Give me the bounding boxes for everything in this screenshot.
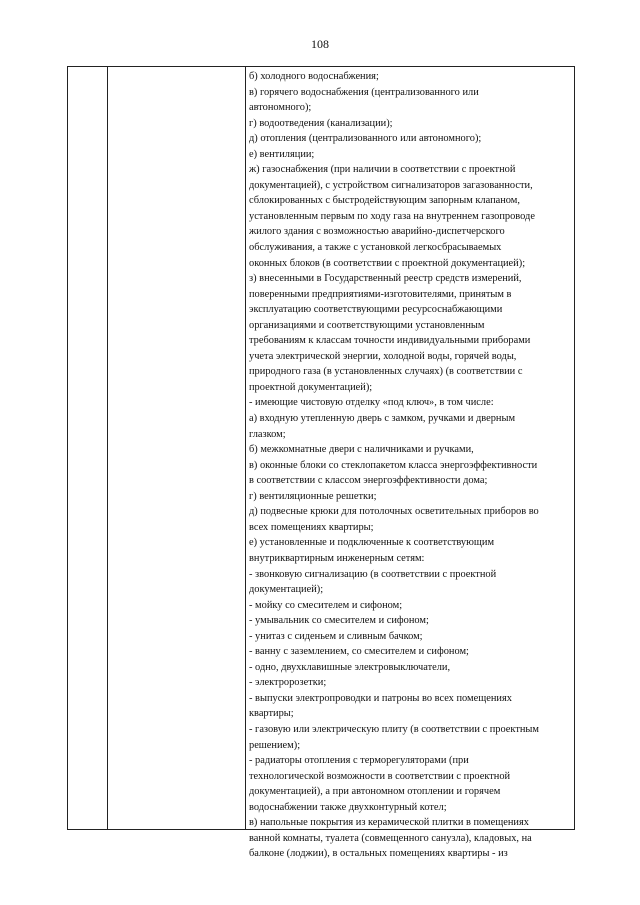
page-number: 108 (311, 37, 329, 51)
text-line: - умывальник со смесителем и сифоном; (249, 615, 429, 627)
text-line: решением); (249, 739, 301, 751)
text-line: глазком; (249, 428, 286, 440)
text-line: балконе (лоджии), в остальных помещениях квартиры - из (249, 848, 508, 860)
text-line: обслуживания, а также с установкой легкосбрасываемых (249, 242, 502, 254)
text-line: оконных блоков (в соответствии с проектной документацией); (249, 257, 526, 269)
column-divider-1 (107, 67, 108, 829)
text-line: а) входную утепленную дверь с замком, ручками и дверным (249, 413, 516, 425)
text-line: в) оконные блоки со стеклопакетом класса энергоэффективности (249, 459, 538, 471)
text-line: внутриквартирным инженерным сетям: (249, 552, 425, 564)
text-line: - унитаз с сиденьем и сливным бачком; (249, 630, 423, 642)
text-line: в) напольные покрытия из керамической плитки в помещениях (249, 817, 529, 829)
text-line: б) холодного водоснабжения; (249, 71, 379, 82)
text-line: технологической возможности в соответствии с проектной (249, 770, 511, 782)
text-line: - имеющие чистовую отделку «под ключ», в том числе: (249, 397, 494, 409)
text-line: ж) газоснабжения (при наличии в соответствии с проектной (249, 164, 516, 176)
text-line: требованиям к классам точности индивидуальными приборами (249, 335, 531, 347)
text-line: документацией), а при автономном отоплении и горячем (249, 786, 501, 798)
document-table (67, 66, 575, 860)
table-cell-text (249, 69, 573, 862)
text-line: в соответствии с классом энергоэффективности дома; (249, 475, 488, 487)
text-line: - одно, двухклавишные электровыключатели, (249, 661, 451, 673)
text-line: - мойку со смесителем и сифоном; (249, 599, 403, 611)
text-line: г) водоотведения (канализации); (249, 117, 393, 129)
text-line: эксплуатацию соответствующими ресурсоснабжающими (249, 304, 503, 316)
text-line: сблокированных с быстродействующим запорным клапаном, (249, 195, 520, 207)
text-line: водоснабжении также двухконтурный котел; (249, 801, 447, 813)
text-line: е) установленные и подключенные к соответствующим (249, 537, 495, 549)
text-line: - газовую или электрическую плиту (в соответствии с проектным (249, 723, 539, 735)
text-line: д) подвесные крюки для потолочных осветительных приборов во (249, 506, 539, 518)
text-line: организациями и соответствующими установленным (249, 319, 485, 331)
text-line: - электророзетки; (249, 677, 327, 689)
text-line: жилого здания с возможностью аварийно-диспетчерского (249, 226, 505, 238)
text-line: - звонковую сигнализацию (в соответствии с проектной (249, 568, 497, 580)
text-line: г) вентиляционные решетки; (249, 490, 377, 502)
text-line: е) вентиляции; (249, 148, 315, 160)
text-line: автономного); (249, 102, 312, 114)
text-line: документацией), с устройством сигнализаторов загазованности, (249, 179, 533, 191)
text-line: природного газа (в установленных случаях) (в соответствии с (249, 366, 523, 378)
text-line: всех помещениях квартиры; (249, 521, 374, 533)
text-line: б) межкомнатные двери с наличниками и ручками, (249, 444, 474, 456)
text-line: - ванну с заземлением, со смесителем и сифоном; (249, 646, 469, 658)
text-line: проектной документацией); (249, 381, 373, 393)
column-divider-2 (245, 67, 246, 829)
text-line: учета электрической энергии, холодной воды, горячей воды, (249, 350, 517, 362)
text-line: ванной комнаты, туалета (совмещенного санузла), кладовых, на (249, 832, 532, 844)
text-line: квартиры; (249, 708, 294, 720)
text-line: д) отопления (централизованного или автономного); (249, 133, 482, 145)
text-line: - радиаторы отопления с терморегуляторами (при (249, 755, 469, 767)
text-line: поверенными предприятиями-изготовителями, принятым в (249, 288, 512, 300)
text-line: документацией); (249, 584, 324, 596)
text-line: з) внесенными в Государственный реестр средств измерений, (249, 273, 522, 285)
text-line: в) горячего водоснабжения (централизованного или (249, 86, 479, 98)
text-line: - выпуски электропроводки и патроны во всех помещениях (249, 692, 512, 704)
text-line: установленным первым по ходу газа на внутреннем газопроводе (249, 210, 535, 222)
